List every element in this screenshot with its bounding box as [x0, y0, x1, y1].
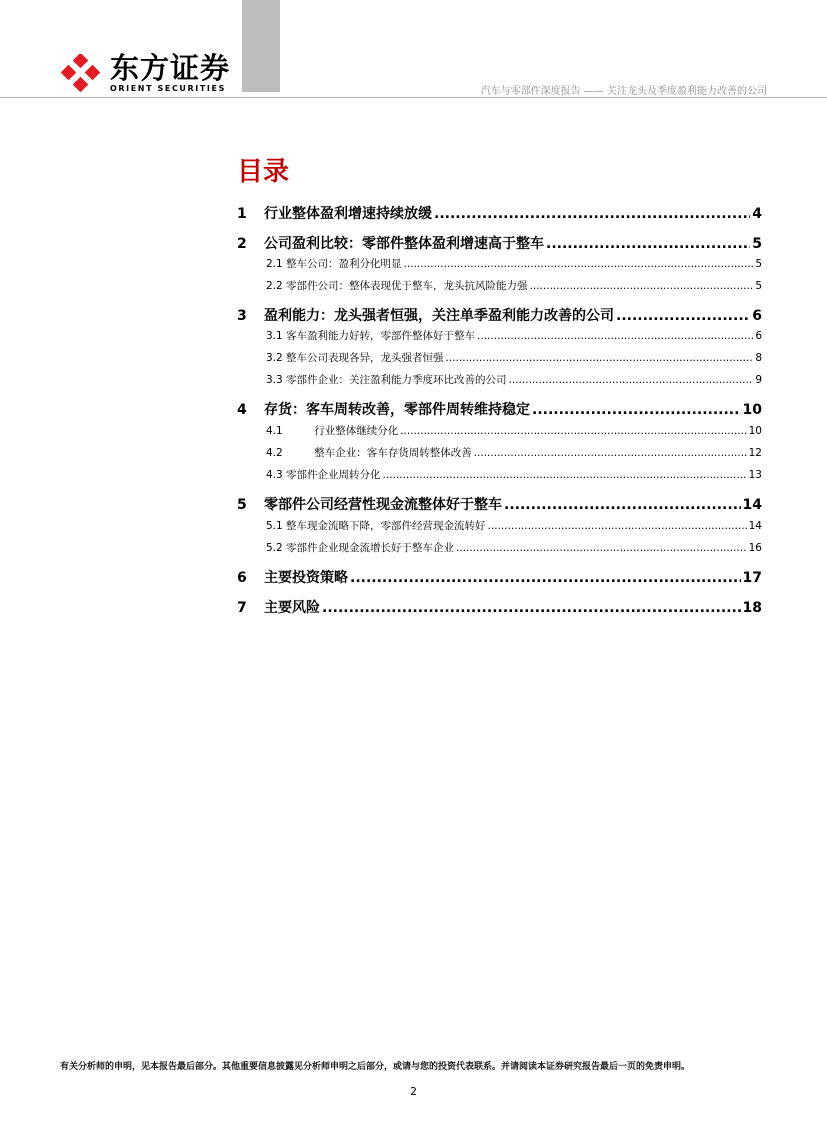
toc-dot-leader: [400, 424, 746, 438]
toc-entry[interactable]: [237, 496, 762, 514]
toc-dot-leader: [404, 257, 754, 271]
toc-entry-title: 3.1 客车盈利能力好转，零部件整体好于整车: [266, 330, 476, 342]
toc-entry[interactable]: [237, 569, 762, 587]
toc-entry[interactable]: [237, 401, 762, 419]
toc-entry-title: 4.1 行业整体继续分化: [266, 425, 399, 437]
toc-entry-title: 主要风险: [264, 600, 320, 616]
toc-dot-leader: [456, 541, 747, 555]
footer-disclaimer: 有关分析师的申明，见本报告最后部分。其他重要信息披露见分析师申明之后部分，或请与您的投资代表联系。并请阅读本证券研究报告最后一页的免责申明。: [60, 1062, 691, 1072]
toc-entry-title: 3.3 零部件企业：关注盈利能力季度环比改善的公司: [266, 374, 507, 386]
toc-dot-leader: [383, 468, 747, 482]
toc-entry-title: 行业整体盈利增速持续放缓: [264, 206, 432, 222]
toc-entry-number: 1: [237, 206, 247, 222]
toc-entry-title: 公司盈利比较：零部件整体盈利增速高于整车: [264, 236, 544, 252]
toc-entry-title: 5.2 零部件企业现金流增长好于整车企业: [266, 542, 455, 554]
header-divider: [0, 97, 827, 98]
toc-dot-leader: [530, 279, 754, 293]
toc-dot-leader: [532, 401, 741, 419]
toc-dot-leader: [434, 205, 750, 223]
toc-entry[interactable]: [237, 307, 762, 325]
toc-entry-page: 16: [748, 542, 762, 554]
toc-subentry[interactable]: [237, 373, 762, 387]
toc-entry-number: 7: [237, 600, 247, 616]
toc-entry-page: 14: [742, 497, 762, 513]
toc-entry-page: 5: [755, 280, 762, 292]
toc-entry-title: 4.3 零部件企业周转分化: [266, 469, 381, 481]
toc-dot-leader: [477, 329, 753, 343]
toc-entry-title: 2.1 整车公司：盈利分化明显: [266, 258, 402, 270]
toc-entry-title: 3.2 整车公司表现各异，龙头强者恒强: [266, 352, 444, 364]
toc-entry-page: 10: [748, 425, 762, 437]
toc-dot-leader: [488, 519, 747, 533]
toc-entry-page: 4: [752, 206, 762, 222]
toc-subentry[interactable]: [237, 541, 762, 555]
toc-entry-page: 17: [742, 570, 762, 586]
toc-entry-page: 14: [748, 520, 762, 532]
toc-dot-leader: [446, 351, 754, 365]
toc-entry-title: 主要投资策略: [264, 570, 348, 586]
toc-entry-page: 8: [755, 352, 762, 364]
toc-title: 目录: [237, 157, 290, 187]
toc-entry-number: 3: [237, 308, 247, 324]
toc-subentry[interactable]: [237, 279, 762, 293]
toc-dot-leader: [509, 373, 754, 387]
toc-dot-leader: [504, 496, 741, 514]
toc-entry-page: 10: [742, 402, 762, 418]
toc-entry-page: 6: [755, 330, 762, 342]
toc-dot-leader: [322, 599, 741, 617]
toc-entry-title: 零部件公司经营性现金流整体好于整车: [264, 497, 502, 513]
brand-name-cn: 东方证券: [110, 51, 231, 85]
toc-entry-page: 6: [752, 308, 762, 324]
toc-subentry[interactable]: [237, 446, 762, 460]
toc-dot-leader: [546, 235, 750, 253]
orient-securities-logo-icon: [60, 54, 104, 92]
toc-subentry[interactable]: [237, 424, 762, 438]
toc-dot-leader: [350, 569, 741, 587]
toc-dot-leader: [616, 307, 750, 325]
toc-entry[interactable]: [237, 205, 762, 223]
toc-entry-page: 12: [748, 447, 762, 459]
toc-entry-title: 存货：客车周转改善，零部件周转维持稳定: [264, 402, 530, 418]
toc-entry-number: 2: [237, 236, 247, 252]
toc-entry-page: 18: [742, 600, 762, 616]
toc-entry-number: 6: [237, 570, 247, 586]
toc-entry-number: 5: [237, 497, 247, 513]
toc-entry-page: 13: [748, 469, 762, 481]
toc-entry-number: 4: [237, 402, 247, 418]
toc-subentry[interactable]: [237, 257, 762, 271]
page-number: 2: [410, 1085, 417, 1098]
toc-subentry[interactable]: [237, 351, 762, 365]
toc-entry-title: 盈利能力：龙头强者恒强，关注单季盈利能力改善的公司: [264, 308, 614, 324]
toc-entry-title: 5.1 整车现金流略下降，零部件经营现金流转好: [266, 520, 486, 532]
toc-entry-page: 5: [752, 236, 762, 252]
toc-entry-title: 4.2 整车企业：客车存货周转整体改善: [266, 447, 472, 459]
report-title: 汽车与零部件深度报告 —— 关注龙头及季度盈利能力改善的公司: [480, 86, 767, 97]
header-grey-band: [242, 0, 280, 92]
toc-dot-leader: [474, 446, 747, 460]
toc-subentry[interactable]: [237, 329, 762, 343]
toc-subentry[interactable]: [237, 468, 762, 482]
toc-entry-page: 9: [755, 374, 762, 386]
toc-entry[interactable]: [237, 235, 762, 253]
toc-entry-title: 2.2 零部件公司：整体表现优于整车，龙头抗风险能力强: [266, 280, 528, 292]
toc-subentry[interactable]: [237, 519, 762, 533]
toc-entry-page: 5: [755, 258, 762, 270]
toc-entry[interactable]: [237, 599, 762, 617]
brand-name-en: ORIENT SECURITIES: [110, 84, 226, 93]
